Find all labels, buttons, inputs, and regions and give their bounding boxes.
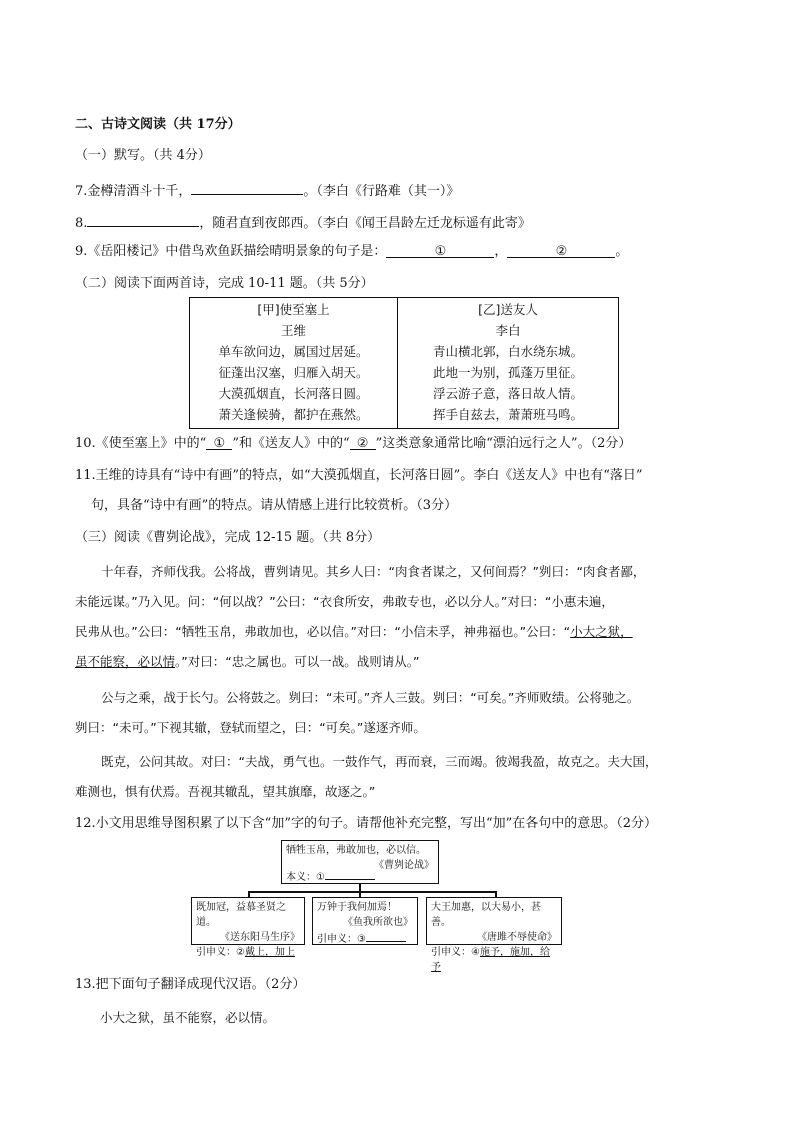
mindmap-child1-source: 《送东阳马生序》 (220, 932, 300, 943)
question-7 (75, 180, 459, 201)
part1-heading: （一）默写。（共 4分） (75, 148, 211, 163)
question-10 (75, 435, 631, 453)
poem-a-author: 王维 (280, 323, 306, 338)
mindmap-child1-label-row (196, 945, 300, 960)
part3-heading: （三）阅读《曹刿论战》，完成 12-15 题。（共 8分） (75, 530, 381, 545)
mindmap-root-answer-blank[interactable] (325, 868, 375, 880)
mindmap-child3-source: 《唐雎不辱使命》 (477, 932, 557, 943)
passage-paragraph-2 (75, 683, 725, 743)
q7-suffix: 。（李白《行路难（其一）》 (303, 184, 460, 199)
part2-heading: （二）阅读下面两首诗，完成 10-11 题。（共 5分） (75, 276, 374, 291)
q8-prefix: 8. (75, 216, 88, 231)
question-13: 13.把下面句子翻译成现代汉语。（2分） (75, 977, 306, 992)
underlined-sentence: 小大之狱， (570, 624, 633, 639)
passage-line (75, 647, 725, 677)
mindmap-child3-sentence: 大王加惠，以大易小，甚善。 (431, 902, 541, 928)
poems-table (189, 297, 619, 429)
q13-sentence: 小大之狱，虽不能察，必以情。 (100, 1010, 276, 1025)
q9-prefix: 9.《岳阳楼记》中借鸟欢鱼跃描绘晴明景象的句子是： (75, 244, 387, 259)
mindmap-root-label: 本义：① (286, 872, 325, 883)
question-11-line-1: 11.王维的诗具有“诗中有画”的特点，如“大漠孤烟直，长河落日圆”。李白《送友人》中也有“落日” (75, 468, 643, 483)
poem-b-title: [乙]送友人 (478, 302, 538, 317)
poem-a-line: 征蓬出汉塞，归雁入胡天。 (218, 365, 369, 380)
mindmap-child1-sentence: 既加冠，益慕圣贤之道。 (196, 902, 286, 928)
passage-line (75, 617, 725, 647)
poem-b-line: 挥手自兹去，萧萧班马鸣。 (432, 407, 583, 422)
poem-b (397, 298, 618, 428)
mindmap-child1-answer: 戴上，加上 (244, 947, 295, 958)
poem-a-line: 萧关逢候骑，都护在燕然。 (218, 407, 369, 422)
q7-answer-blank[interactable] (191, 180, 303, 195)
mindmap-child3-answer: 施予，施加，给予 (431, 947, 550, 973)
mindmap-child1-label: 引申义：② (196, 947, 245, 958)
q9-separator: ， (494, 244, 508, 259)
poem-a-title: [甲]使至塞上 (257, 302, 330, 317)
question-9 (75, 243, 628, 261)
q10-blank-1[interactable]: ① (206, 435, 232, 450)
q9-blank-1[interactable]: ① (386, 243, 494, 258)
poem-b-line: 此地一为别，孤蓬万里征。 (432, 365, 583, 380)
passage-text: 民弗从也。”公曰：“牺牲玉帛，弗敢加也，必以信。”对曰：“小信未孚，神弗福也。”公曰：“ (75, 624, 571, 639)
mindmap-child-3 (426, 897, 562, 973)
q10-part-c: ”这类意象通常比喻“漂泊远行之人”。（2分） (375, 436, 632, 451)
section-title: 二、古诗文阅读（共 17分） (75, 117, 241, 132)
mindmap-child-1 (191, 897, 305, 958)
mindmap-child-2 (312, 897, 418, 945)
q8-suffix: ，随君直到夜郎西。（李白《闻王昌龄左迁龙标遥有此寄》 (199, 216, 531, 231)
q8-answer-blank[interactable] (87, 212, 199, 227)
q7-prefix: 7.金樽清酒斗十千， (75, 184, 192, 199)
underlined-sentence: 虽不能察，必以情 (75, 654, 176, 669)
q10-part-b: ”和《送友人》中的“ (232, 436, 350, 451)
poem-b-line: 浮云游子意，落日故人情。 (432, 386, 583, 401)
passage-paragraph-1 (75, 557, 725, 677)
passage-line: 难测也，惧有伏焉。吾视其辙乱，望其旗靡，故逐之。” (75, 784, 376, 799)
passage-line: 刿曰：“未可。”下视其辙，登轼而望之，曰：“可矣。”遂逐齐师。 (75, 720, 426, 735)
q10-blank-2[interactable]: ② (350, 435, 376, 450)
poem-b-author: 李白 (495, 323, 521, 338)
passage-text: 。”对曰：“忠之属也。可以一战。战则请从。” (175, 654, 420, 669)
mindmap-child3-label: 引申义：④ (431, 947, 480, 958)
mindmap-child2-source: 《鱼我所欲也》 (343, 917, 413, 928)
question-11-line-2: 句，具备“诗中有画”的特点。请从情感上进行比较赏析。（3分） (91, 498, 458, 513)
passage-line: 未能远谋。”乃入见。问：“何以战？”公曰：“衣食所安，弗敢专也，必以分人。”对曰：“小惠未遍， (75, 594, 614, 609)
question-12: 12.小文用思维导图积累了以下含“加”字的句子。请帮他补充完整，写出“加”在各句中的意思。（2分） (75, 816, 658, 831)
mindmap-connector (248, 891, 495, 893)
poem-a-line: 大漠孤烟直，长河落日圆。 (218, 386, 369, 401)
mindmap-root-sentence: 牺牲玉帛，弗敢加也，必以信。 (286, 845, 426, 856)
mindmap-child2-answer-blank[interactable] (366, 930, 406, 942)
mindmap-root-source: 《曹刿论战》 (374, 860, 434, 871)
passage-line: 既克，公问其故。对曰：“夫战，勇气也。一鼓作气，再而衰，三而竭。彼竭我盈，故克之。夫大国， (101, 754, 658, 769)
poem-a (190, 298, 397, 428)
passage-paragraph-3 (75, 747, 725, 807)
poem-a-line: 单车欲问边，属国过居延。 (218, 344, 369, 359)
mindmap-child2-sentence: 万钟于我何加焉！ (317, 902, 397, 913)
mindmap-child2-label-row (317, 930, 413, 947)
q9-blank-2[interactable]: ② (507, 243, 615, 258)
poem-b-line: 青山横北郭，白水绕东城。 (432, 344, 583, 359)
question-8 (75, 212, 531, 233)
q9-end: 。 (615, 244, 629, 259)
mindmap-child2-label: 引申义：③ (317, 934, 366, 945)
q10-part-a: 10.《使至塞上》中的“ (75, 436, 207, 451)
passage-line: 十年春，齐师伐我。公将战，曹刿请见。其乡人曰：“肉食者谋之，又何间焉？”刿曰：“肉食者鄙， (101, 564, 646, 579)
mindmap-root-label-row (286, 868, 375, 883)
mindmap-child3-label-row (431, 945, 557, 975)
passage-line: 公与之乘，战于长勺。公将鼓之。刿曰：“未可。”齐人三鼓。刿曰：“可矣。”齐师败绩。公将驰之。 (101, 690, 640, 705)
